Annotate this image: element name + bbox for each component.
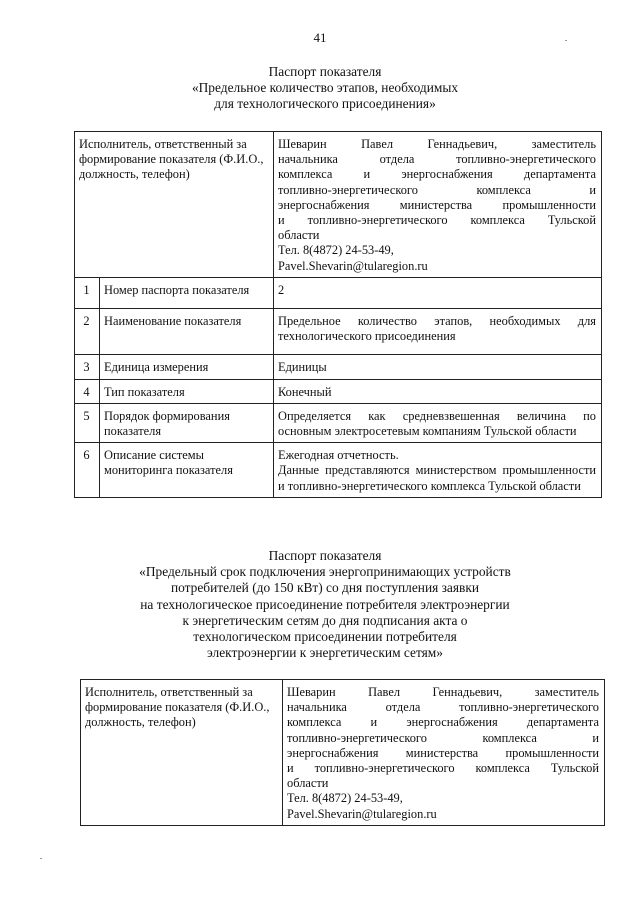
executor-line: энергоснабжения министерства промышленности bbox=[287, 745, 599, 760]
row-value-line: Ежегодная отчетность. bbox=[278, 448, 399, 463]
executor-phone: Тел. 8(4872) 24-53-49, bbox=[287, 791, 403, 806]
title-line: «Предельное количество этапов, необходимых bbox=[191, 80, 459, 96]
passport-1-table bbox=[74, 131, 602, 498]
row-value: Конечный bbox=[274, 379, 602, 403]
row-value bbox=[274, 443, 602, 498]
executor-line: и топливно-энергетического комплекса Тульской bbox=[287, 761, 599, 776]
executor-line: топливно-энергетического комплекса и bbox=[287, 730, 599, 745]
passport-1-title bbox=[60, 64, 590, 113]
scan-speck bbox=[565, 40, 567, 41]
scan-speck bbox=[40, 858, 42, 859]
executor-value bbox=[283, 680, 605, 826]
row-number: 3 bbox=[75, 355, 100, 379]
executor-line: комплекса и энергоснабжения департамента bbox=[287, 715, 599, 730]
table-row bbox=[75, 355, 602, 379]
executor-line: начальника отдела топливно-энергетического bbox=[287, 700, 599, 715]
executor-row bbox=[75, 132, 602, 278]
executor-row bbox=[81, 680, 605, 826]
row-label: Порядок формирования показателя bbox=[100, 403, 274, 442]
row-label: Наименование показателя bbox=[100, 309, 274, 355]
title-line: на технологическое присоединение потребителя электроэнергии bbox=[140, 596, 510, 612]
table-row bbox=[75, 403, 602, 442]
table-row bbox=[75, 277, 602, 308]
executor-email: Pavel.Shevarin@tularegion.ru bbox=[287, 806, 437, 821]
row-label: Описание системы мониторинга показателя bbox=[100, 443, 274, 498]
row-number: 6 bbox=[75, 443, 100, 498]
passport-2-title bbox=[60, 548, 590, 661]
executor-line: области bbox=[287, 776, 329, 791]
executor-line: комплекса и энергоснабжения департамента bbox=[278, 167, 596, 182]
title-line: технологическом присоединении потребителя bbox=[193, 629, 457, 645]
row-number: 2 bbox=[75, 309, 100, 355]
title-line: «Предельный срок подключения энергопринимающих устройств bbox=[139, 564, 511, 580]
executor-email: Pavel.Shevarin@tularegion.ru bbox=[278, 258, 428, 273]
title-line: для технологического присоединения» bbox=[214, 96, 436, 112]
table-row bbox=[75, 379, 602, 403]
row-number: 1 bbox=[75, 277, 100, 308]
title-line: Паспорт показателя bbox=[268, 548, 382, 563]
row-value: Единицы bbox=[274, 355, 602, 379]
executor-line: начальника отдела топливно-энергетического bbox=[278, 152, 596, 167]
executor-value bbox=[274, 132, 602, 278]
title-line: потребителей (до 150 кВт) со дня поступления заявки bbox=[170, 580, 480, 596]
executor-line: и топливно-энергетического комплекса Тульской bbox=[278, 213, 596, 228]
row-label: Номер паспорта показателя bbox=[100, 277, 274, 308]
title-line: к энергетическим сетям до дня подписания акта о bbox=[182, 612, 468, 628]
table-row bbox=[75, 309, 602, 355]
executor-line: Шеварин Павел Геннадьевич, заместитель bbox=[287, 685, 599, 699]
row-label: Единица измерения bbox=[100, 355, 274, 379]
row-number: 4 bbox=[75, 379, 100, 403]
row-value: Определяется как средневзвешенная величина по основным электросетевым компаниям Тульской области bbox=[274, 403, 602, 442]
title-line: Паспорт показателя bbox=[268, 64, 382, 79]
executor-line: энергоснабжения министерства промышленности bbox=[278, 197, 596, 212]
executor-label: Исполнитель, ответственный за формирование показателя (Ф.И.О., должность, телефон) bbox=[81, 680, 283, 826]
table-row bbox=[75, 443, 602, 498]
passport-2-table bbox=[80, 679, 605, 826]
page-number: 41 bbox=[313, 30, 327, 45]
row-number: 5 bbox=[75, 403, 100, 442]
executor-line: топливно-энергетического комплекса и bbox=[278, 182, 596, 197]
executor-label: Исполнитель, ответственный за формирование показателя (Ф.И.О., должность, телефон) bbox=[75, 132, 274, 278]
title-line: электроэнергии к энергетическим сетям» bbox=[207, 645, 443, 661]
executor-line: Шеварин Павел Геннадьевич, заместитель bbox=[278, 137, 596, 151]
executor-phone: Тел. 8(4872) 24-53-49, bbox=[278, 243, 394, 258]
row-value-line: Данные представляются министерством промышленности и топливно-энергетического комплекса Тульской области bbox=[278, 463, 596, 493]
row-value: 2 bbox=[274, 277, 602, 308]
row-value: Предельное количество этапов, необходимых для технологического присоединения bbox=[274, 309, 602, 355]
executor-line: области bbox=[278, 228, 320, 243]
row-label: Тип показателя bbox=[100, 379, 274, 403]
